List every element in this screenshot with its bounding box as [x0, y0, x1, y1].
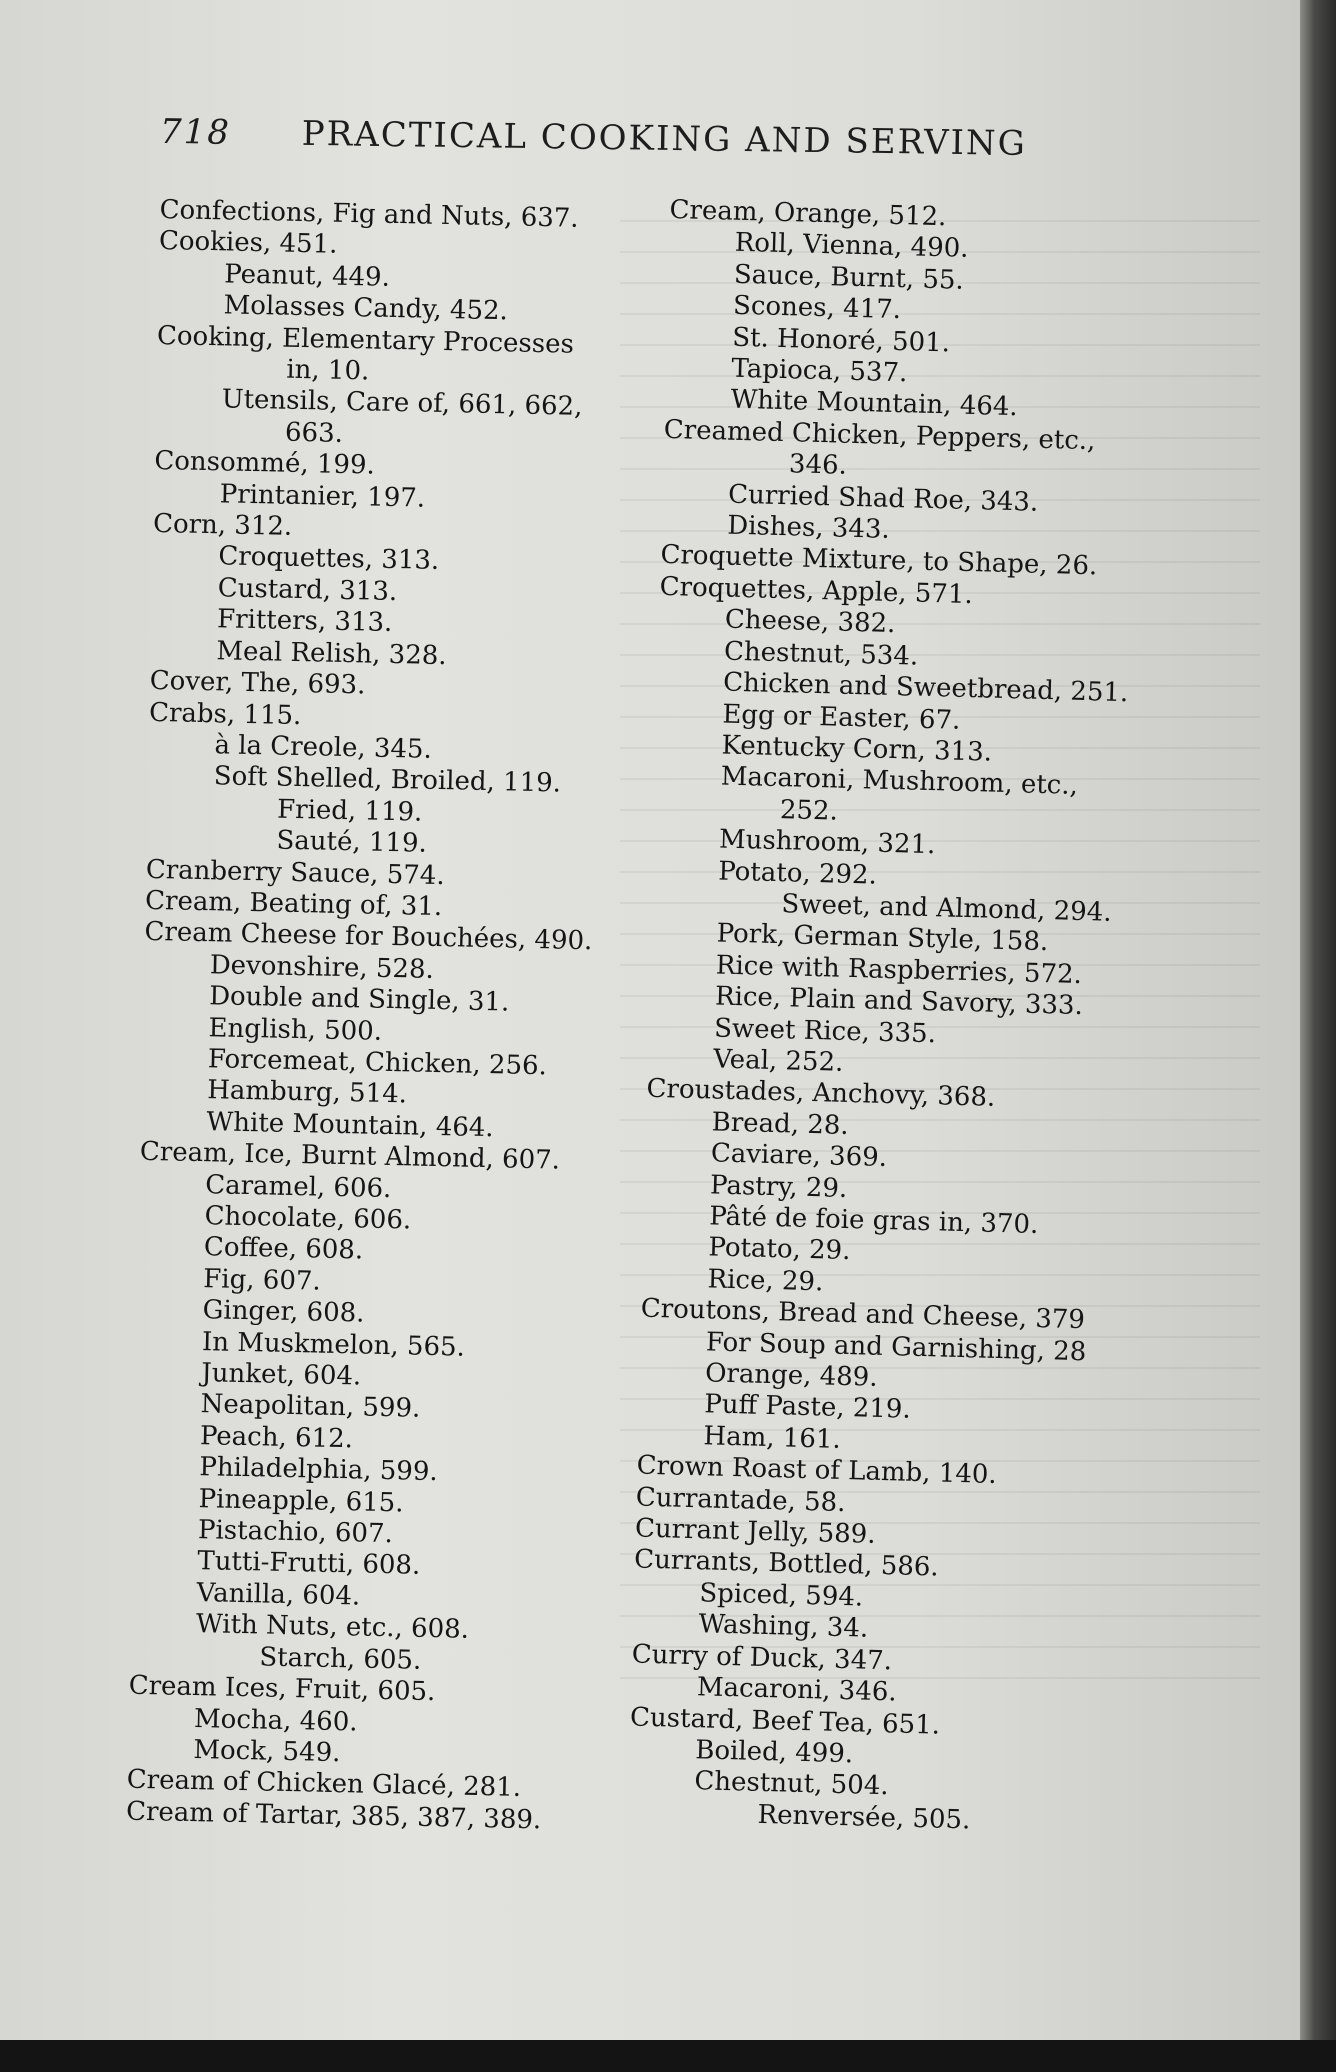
- index-entry: Creamed Chicken, Peppers, etc.,: [663, 414, 1096, 457]
- index-entry: In Muskmelon, 565.: [201, 1326, 466, 1363]
- page-header: [160, 112, 1040, 164]
- index-entry: Washing, 34.: [698, 1609, 869, 1644]
- index-entry: Chestnut, 504.: [694, 1766, 889, 1802]
- index-entry: Fritters, 313.: [216, 604, 393, 639]
- index-entry: Rice with Raspberries, 572.: [715, 950, 1083, 990]
- index-entry: Macaroni, Mushroom, etc.,: [720, 761, 1079, 802]
- index-entry: 663.: [284, 417, 344, 449]
- index-entry: Croquettes, Apple, 571.: [659, 571, 974, 610]
- index-entry: in, 10.: [286, 354, 370, 387]
- index-entry: Pork, German Style, 158.: [716, 918, 1049, 958]
- index-entry: Ham, 161.: [703, 1421, 842, 1455]
- index-entry: Pastry, 29.: [709, 1169, 848, 1204]
- index-entry: Ginger, 608.: [202, 1295, 365, 1329]
- index-entry: Potato, 29.: [708, 1232, 851, 1267]
- index-entry: Cover, The, 693.: [149, 665, 366, 701]
- index-entry: Cream, Ice, Burnt Almond, 607.: [139, 1136, 561, 1176]
- page-number: 718: [159, 111, 232, 153]
- index-entry: Corn, 312.: [152, 508, 293, 542]
- index-entry: Roll, Vienna, 490.: [734, 228, 969, 265]
- index-entry: Cream, Orange, 512.: [669, 195, 947, 233]
- index-entry: Spiced, 594.: [699, 1578, 864, 1613]
- index-entry: Curried Shad Roe, 343.: [727, 479, 1039, 518]
- index-entry: Forcemeat, Chicken, 256.: [207, 1044, 548, 1082]
- index-entry: Egg or Easter, 67.: [722, 699, 961, 736]
- index-entry: Potato, 292.: [717, 856, 878, 891]
- index-entry: Sweet Rice, 335.: [713, 1013, 937, 1049]
- index-entry: White Mountain, 464.: [730, 385, 1019, 423]
- index-entry: Caramel, 606.: [204, 1169, 392, 1204]
- running-title: PRACTICAL COOKING AND SERVING: [301, 113, 1028, 164]
- index-entry: Peanut, 449.: [224, 259, 391, 293]
- index-entry: Pineapple, 615.: [198, 1483, 404, 1519]
- index-entry: For Soup and Garnishing, 28: [705, 1326, 1087, 1367]
- index-entry: Scones, 417.: [732, 290, 902, 326]
- index-entry: Currantade, 58.: [635, 1482, 846, 1518]
- index-entry: Currant Jelly, 589.: [634, 1513, 876, 1550]
- index-entry: 252.: [779, 794, 839, 827]
- index-entry: Kentucky Corn, 313.: [721, 730, 993, 768]
- index-entry: Chicken and Sweetbread, 251.: [722, 667, 1129, 709]
- index-entry: Currants, Bottled, 586.: [633, 1545, 940, 1583]
- index-entry: Dishes, 343.: [726, 510, 891, 545]
- index-entry: Caviare, 369.: [710, 1138, 888, 1174]
- index-entry: Cooking, Elementary Processes: [156, 320, 575, 360]
- index-entry: Chocolate, 606.: [204, 1201, 412, 1236]
- index-entry: à la Creole, 345.: [214, 730, 433, 765]
- index-entry: Coffee, 608.: [203, 1232, 364, 1266]
- index-entry: Philadelphia, 599.: [199, 1452, 438, 1488]
- index-entry: Confections, Fig and Nuts, 637.: [159, 195, 579, 234]
- index-entry: Cream, Beating of, 31.: [144, 885, 443, 923]
- index-entry: 346.: [788, 449, 848, 481]
- index-entry: Mock, 549.: [193, 1734, 341, 1769]
- index-entry: Custard, Beef Tea, 651.: [629, 1701, 941, 1741]
- index-entry: English, 500.: [208, 1012, 383, 1047]
- index-entry: Veal, 252.: [712, 1044, 844, 1078]
- index-entry: Crabs, 115.: [148, 697, 302, 731]
- index-entry: Cranberry Sauce, 574.: [145, 854, 445, 891]
- index-entry: Rice, Plain and Savory, 333.: [714, 981, 1084, 1022]
- index-entry: Croquettes, 313.: [218, 541, 440, 577]
- index-entry: Macaroni, 346.: [696, 1672, 898, 1708]
- index-entry: With Nuts, etc., 608.: [195, 1609, 470, 1646]
- index-entry: Custard, 313.: [217, 573, 398, 607]
- index-entry: Chestnut, 534.: [723, 636, 919, 672]
- index-entry: Sauté, 119.: [276, 825, 428, 859]
- index-entry: Mushroom, 321.: [718, 824, 936, 861]
- index-entry: Curry of Duck, 347.: [631, 1639, 893, 1676]
- index-entry: Printanier, 197.: [219, 478, 426, 514]
- index-entry: Sauce, Burnt, 55.: [733, 259, 965, 296]
- index-entry: Cookies, 451.: [158, 226, 338, 261]
- index-entry: Utensils, Care of, 661, 662,: [221, 384, 583, 423]
- index-entry: Pistachio, 607.: [197, 1515, 394, 1550]
- index-entry: Soft Shelled, Broiled, 119.: [213, 761, 562, 799]
- index-entry: Croutons, Bread and Cheese, 379: [640, 1293, 1086, 1336]
- index-entry: Starch, 605.: [259, 1642, 422, 1676]
- page-edge-shadow: [1300, 0, 1336, 2072]
- index-column-right: [627, 195, 1150, 1840]
- index-entry: Sweet, and Almond, 294.: [781, 889, 1112, 928]
- index-entry: White Mountain, 464.: [206, 1106, 494, 1143]
- index-entry: Croquette Mixture, to Shape, 26.: [660, 540, 1098, 582]
- index-entry: Peach, 612.: [199, 1420, 354, 1455]
- index-entry: Consommé, 199.: [154, 446, 376, 481]
- index-entry: Crown Roast of Lamb, 140.: [636, 1450, 998, 1491]
- index-entry: Neapolitan, 599.: [200, 1389, 421, 1425]
- index-entry: Bread, 28.: [711, 1107, 850, 1141]
- index-entry: Meal Relish, 328.: [216, 635, 447, 671]
- index-entry: Cream of Tartar, 385, 387, 389.: [125, 1796, 542, 1836]
- index-entry: Rice, 29.: [707, 1264, 824, 1298]
- index-column-left: [126, 195, 690, 1839]
- index-entry: Cream of Chicken Glacé, 281.: [126, 1764, 522, 1804]
- index-entry: Pâté de foie gras in, 370.: [708, 1201, 1039, 1240]
- index-entry: Junket, 604.: [201, 1358, 362, 1392]
- index-entry: Devonshire, 528.: [209, 949, 435, 985]
- index-entry: Boiled, 499.: [694, 1735, 854, 1770]
- index-entry: Puff Paste, 219.: [703, 1389, 912, 1426]
- index-entry: Hamburg, 514.: [206, 1075, 408, 1110]
- index-entry: Orange, 489.: [704, 1358, 878, 1393]
- index-entry: Vanilla, 604.: [196, 1577, 361, 1612]
- index-entry: Molasses Candy, 452.: [223, 290, 509, 327]
- index-entry: Cream Cheese for Bouchées, 490.: [144, 917, 593, 957]
- index-entry: Croustades, Anchovy, 368.: [646, 1074, 996, 1114]
- index-entry: Cream Ices, Fruit, 605.: [128, 1670, 436, 1708]
- index-entry: Cheese, 382.: [724, 604, 896, 640]
- index-entry: Tapioca, 537.: [731, 353, 908, 389]
- index-entry: Renversée, 505.: [757, 1799, 971, 1836]
- index-entry: Mocha, 460.: [193, 1703, 358, 1737]
- scan-border: [0, 2040, 1336, 2072]
- index-entry: Fried, 119.: [276, 794, 423, 828]
- index-entry: St. Honoré, 501.: [731, 322, 951, 358]
- index-entry: Fig, 607.: [202, 1263, 322, 1297]
- index-entry: Tutti-Frutti, 608.: [197, 1546, 421, 1582]
- index-entry: Double and Single, 31.: [208, 981, 510, 1018]
